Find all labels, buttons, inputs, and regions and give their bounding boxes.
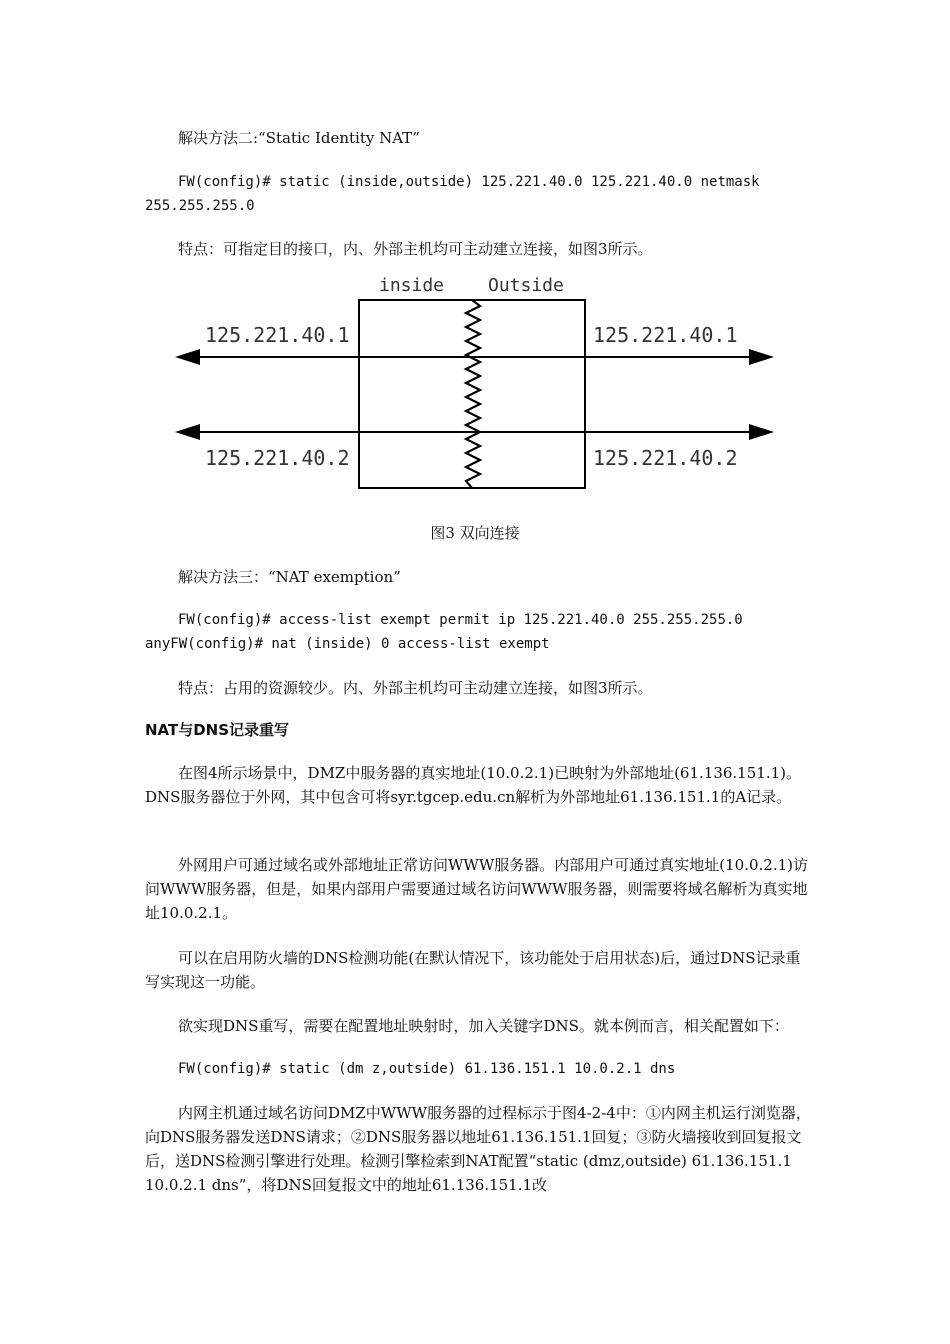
method3-feature: 特点：占用的资源较少。内、外部主机均可主动建立连接，如图3所示。: [178, 679, 653, 697]
paragraph-4: 欲实现DNS重写，需要在配置地址映射时，加入关键字DNS。就本例而言，相关配置如下：: [178, 1017, 789, 1035]
arrow-head-left-2: [175, 424, 200, 440]
left-ip-1: 125.221.40.1: [205, 323, 350, 347]
paragraph-6: 内网主机通过域名访问DMZ中WWW服务器的过程标示于图4-2-4中：①内网主机运行浏览器，向DNS服务器发送DNS请求；②DNS服务器以地址61.136.151.1回复；③防火墙接收到回复报文后，送DNS检测引擎进行处理。检测引擎检索到NAT配置“static (dmz,outside) 61.136.151.1 10.0.2.1 dns”，将DNS回复报文中的地址61.136.151.1改: [145, 1104, 811, 1194]
figure-3-diagram: [170, 270, 780, 500]
section-heading: NAT与DNS记录重写: [145, 721, 290, 739]
paragraph-1: 在图4所示场景中，DMZ中服务器的真实地址(10.0.2.1)已映射为外部地址(61.136.151.1)。DNS服务器位于外网，其中包含可将syr.tgcep.edu.cn解析为外部地址61.136.151.1的A记录。: [145, 764, 801, 806]
paragraph-3: 可以在启用防火墙的DNS检测功能(在默认情况下，该功能处于启用状态)后，通过DNS记录重写实现这一功能。: [145, 949, 801, 991]
paragraph-2: 外网用户可通过域名或外部地址正常访问WWW服务器。内部用户可通过真实地址(10.0.2.1)访问WWW服务器，但是，如果内部用户需要通过域名访问WWW服务器，则需要将域名解析为真实地址10.0.2.1。: [145, 856, 808, 922]
firewall-zigzag: [466, 300, 480, 488]
label-inside: inside: [379, 275, 445, 296]
label-outside: Outside: [488, 275, 564, 296]
paragraph-5-command: FW(config)# static (dm z,outside) 61.136.151.1 10.0.2.1 dns: [178, 1061, 676, 1077]
arrow-head-right-2: [749, 424, 774, 440]
method2-title: 解决方法二:“Static Identity NAT”: [178, 129, 420, 147]
method3-command: FW(config)# access-list exempt permit ip 125.221.40.0 255.255.255.0 anyFW(config)# nat (inside) 0 access-list exempt: [145, 612, 743, 652]
right-ip-1: 125.221.40.1: [593, 323, 738, 347]
arrow-head-left-1: [175, 349, 200, 365]
right-ip-2: 125.221.40.2: [593, 446, 738, 470]
arrow-head-right-1: [749, 349, 774, 365]
left-ip-2: 125.221.40.2: [205, 446, 350, 470]
method2-feature: 特点：可指定目的接口，内、外部主机均可主动建立连接，如图3所示。: [178, 240, 653, 258]
figure-3-caption: 图3 双向连接: [430, 524, 520, 542]
method3-title: 解决方法三：“NAT exemption”: [178, 568, 401, 586]
method2-command: FW(config)# static (inside,outside) 125.221.40.0 125.221.40.0 netmask 255.255.255.0: [145, 174, 760, 214]
